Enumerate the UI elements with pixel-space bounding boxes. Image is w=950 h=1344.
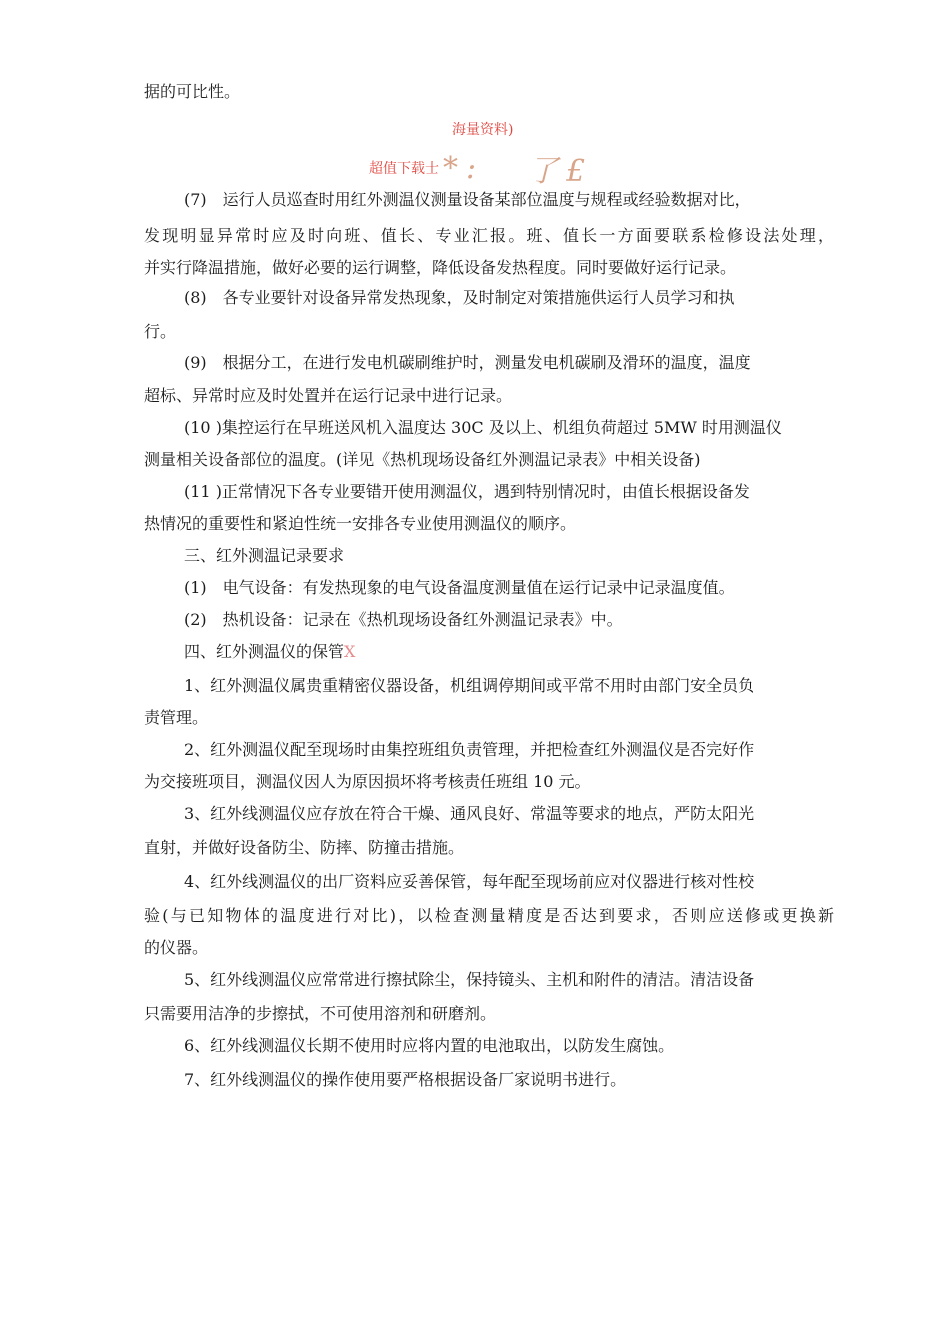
paragraph-line: (10 )集控运行在早班送风机入温度达 30C 及以上、机组负荷超过 5MW 时用测温仪 bbox=[184, 418, 782, 437]
section-heading-mark: X bbox=[344, 642, 356, 661]
paragraph-line: (2) 热机设备：记录在《热机现场设备红外测温记录表》中。 bbox=[184, 610, 623, 629]
paragraph-line: (8) 各专业要针对设备异常发热现象，及时制定对策措施供运行人员学习和执 bbox=[184, 288, 735, 307]
watermark-glyphs-b: 了£ bbox=[528, 154, 594, 189]
paragraph-line: 为交接班项目，测温仪因人为原因损坏将考核责任班组 10 元。 bbox=[144, 772, 591, 791]
watermark-line-2 bbox=[369, 146, 594, 189]
paragraph-line: 7、红外线测温仪的操作使用要严格根据设备厂家说明书进行。 bbox=[184, 1070, 627, 1089]
section-heading-text: 四、红外测温仪的保管 bbox=[184, 642, 345, 661]
section-heading bbox=[184, 642, 355, 662]
paragraph-line: 的仪器。 bbox=[144, 938, 209, 957]
paragraph-line: 责管理。 bbox=[144, 708, 209, 727]
paragraph-line: 行。 bbox=[144, 322, 177, 341]
paragraph-line: (1) 电气设备：有发热现象的电气设备温度测量值在运行记录中记录温度值。 bbox=[184, 578, 735, 597]
paragraph-line: 2、红外测温仪配至现场时由集控班组负责管理，并把检查红外测温仪是否完好作 bbox=[184, 740, 755, 759]
paragraph-line: 据的可比性。 bbox=[144, 82, 241, 101]
paragraph-line: 超标、异常时应及时处置并在运行记录中进行记录。 bbox=[144, 386, 513, 405]
paragraph-line: 只需要用洁净的步擦拭，不可使用溶剂和研磨剂。 bbox=[144, 1004, 497, 1023]
paragraph-line: 验(与已知物体的温度进行对比)，以检查测量精度是否达到要求，否则应送修或更换新 bbox=[144, 906, 834, 925]
paragraph-line: (7) 运行人员巡查时用红外测温仪测量设备某部位温度与规程或经验数据对比， bbox=[184, 190, 751, 209]
paragraph-line: 测量相关设备部位的温度。(详见《热机现场设备红外测温记录表》中相关设备) bbox=[144, 450, 701, 469]
paragraph-line: 4、红外线测温仪的出厂资料应妥善保管，每年配至现场前应对仪器进行核对性校 bbox=[184, 872, 755, 891]
paragraph-line: (9) 根据分工，在进行发电机碳刷维护时，测量发电机碳刷及滑环的温度，温度 bbox=[184, 353, 751, 372]
watermark-download-text: 超值下载士 bbox=[369, 161, 439, 177]
paragraph-line: 并实行降温措施，做好必要的运行调整，降低设备发热程度。同时要做好运行记录。 bbox=[144, 258, 737, 277]
watermark-line-1: 海量资料) bbox=[452, 122, 514, 138]
watermark-glyphs-a: *: bbox=[443, 150, 485, 186]
section-heading: 三、红外测温记录要求 bbox=[184, 546, 345, 565]
paragraph-line: 直射，并做好设备防尘、防摔、防撞击措施。 bbox=[144, 838, 465, 857]
paragraph-line: 5、红外线测温仪应常常进行擦拭除尘，保持镜头、主机和附件的清洁。清洁设备 bbox=[184, 970, 755, 989]
paragraph-line: (11 )正常情况下各专业要错开使用测温仪，遇到特别情况时，由值长根据设备发 bbox=[184, 482, 750, 501]
paragraph-line: 1、红外测温仪属贵重精密仪器设备，机组调停期间或平常不用时由部门安全员负 bbox=[184, 676, 755, 695]
paragraph-line: 发现明显异常时应及时向班、值长、专业汇报。班、值长一方面要联系检修设法处理， bbox=[144, 226, 834, 245]
paragraph-line: 6、红外线测温仪长期不使用时应将内置的电池取出，以防发生腐蚀。 bbox=[184, 1036, 675, 1055]
paragraph-line: 热情况的重要性和紧迫性统一安排各专业使用测温仪的顺序。 bbox=[144, 514, 577, 533]
paragraph-line: 3、红外线测温仪应存放在符合干燥、通风良好、常温等要求的地点，严防太阳光 bbox=[184, 804, 755, 823]
